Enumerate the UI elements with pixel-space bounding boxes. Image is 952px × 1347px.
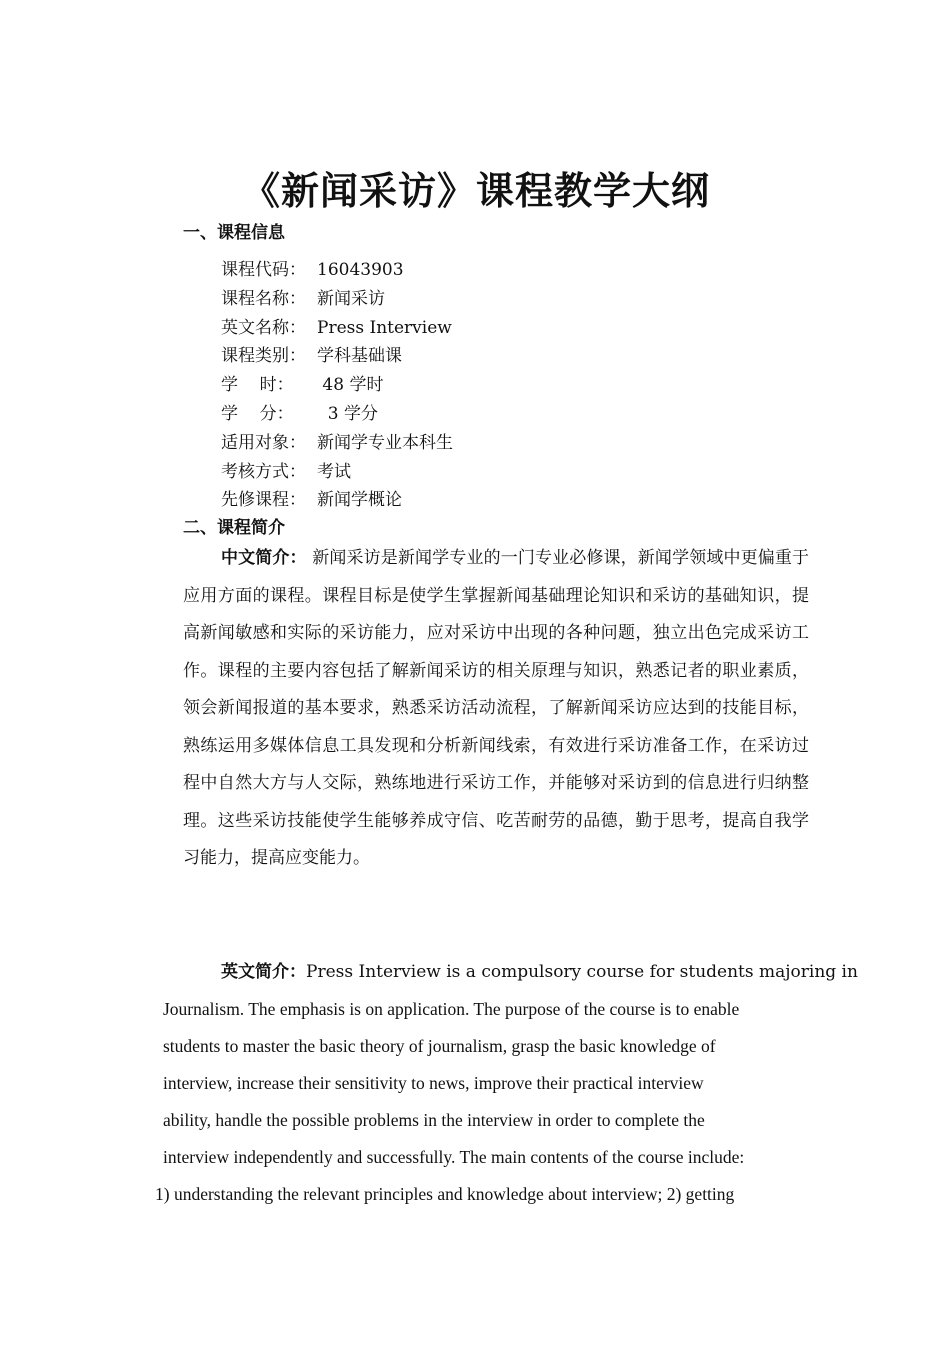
course-info-label: 考核方式： (221, 461, 306, 482)
course-info-row-audience (221, 429, 453, 458)
course-info-value: 学科基础课 (317, 346, 402, 367)
course-info-row-hours (221, 371, 453, 400)
english-introduction-text-line: Press Interview is a compulsory course for students majoring in (306, 962, 858, 982)
course-info-row-credits (221, 400, 453, 429)
english-introduction-text-line: ability, handle the possible problems in the interview in order to complete the (163, 1110, 705, 1130)
course-info-row-prerequisite (221, 486, 453, 515)
english-introduction-text-line: students to master the basic theory of journalism, grasp the basic knowledge of (163, 1036, 716, 1056)
course-info-row-name (221, 285, 453, 314)
english-introduction-text-line: 1) understanding the relevant principles and knowledge about interview; 2) getting (155, 1184, 735, 1204)
course-info-value: 新闻学专业本科生 (317, 432, 453, 453)
course-info-label: 学 时： (221, 375, 294, 396)
course-info-label: 先修课程： (221, 490, 306, 511)
course-info-value: 新闻学概论 (317, 490, 402, 511)
chinese-introduction-paragraph (183, 540, 809, 878)
course-info-value: 48 学时 (317, 375, 384, 396)
course-info-label: 学 分： (221, 403, 294, 424)
section-heading-course-intro: 二、课程简介 (183, 518, 285, 538)
course-info-row-assessment (221, 458, 453, 487)
course-info-label: 课程代码： (221, 260, 306, 280)
course-info-value: 考试 (317, 461, 351, 482)
english-introduction-text-line: interview independently and successfully. The main contents of the course include: (163, 1147, 745, 1167)
section-heading-course-info: 一、课程信息 (183, 223, 285, 243)
course-info-label: 适用对象： (221, 432, 306, 453)
course-info-row-code (221, 256, 453, 285)
english-introduction-label: 英文简介： (221, 962, 306, 982)
course-info-label: 英文名称： (221, 317, 306, 338)
english-introduction-first-line (221, 954, 858, 991)
course-info-value: 新闻采访 (317, 288, 385, 309)
english-introduction-text-line: interview, increase their sensitivity to news, improve their practical interview (163, 1073, 704, 1093)
course-info-label: 课程类别： (221, 346, 306, 367)
chinese-introduction-label: 中文简介： (221, 548, 307, 568)
english-introduction-text-line: Journalism. The emphasis is on application. The purpose of the course is to enable (163, 999, 740, 1019)
course-info-row-english-name (221, 314, 453, 343)
course-info-value: 3 学分 (317, 403, 379, 424)
document-title: 《新闻采访》课程教学大纲 (241, 169, 710, 213)
course-info-list (221, 256, 453, 515)
chinese-introduction-text: 新闻采访是新闻学专业的一门专业必修课，新闻学领域中更偏重于应用方面的课程。课程目标是使学生掌握新闻基础理论知识和采访的基础知识，提高新闻敏感和实际的采访能力，应对采访中出现的各种问题，独立出色完成采访工作。课程的主要内容包括了解新闻采访的相关原理与知识，熟悉记者的职业素质，领会新闻报道的基本要求，熟悉采访活动流程，了解新闻采访应达到的技能目标，熟练运用多媒体信息工具发现和分析新闻线索，有效进行采访准备工作，在采访过程中自然大方与人交际，熟练地进行采访工作，并能够对采访到的信息进行归纳整理。这些采访技能使学生能够养成守信、吃苦耐劳的品德，勤于思考，提高自我学习能力，提高应变能力。 (183, 548, 810, 868)
course-info-value: 16043903 (317, 260, 404, 280)
course-info-label: 课程名称： (221, 288, 306, 309)
course-info-row-category (221, 342, 453, 371)
course-info-value: Press Interview (317, 317, 452, 338)
